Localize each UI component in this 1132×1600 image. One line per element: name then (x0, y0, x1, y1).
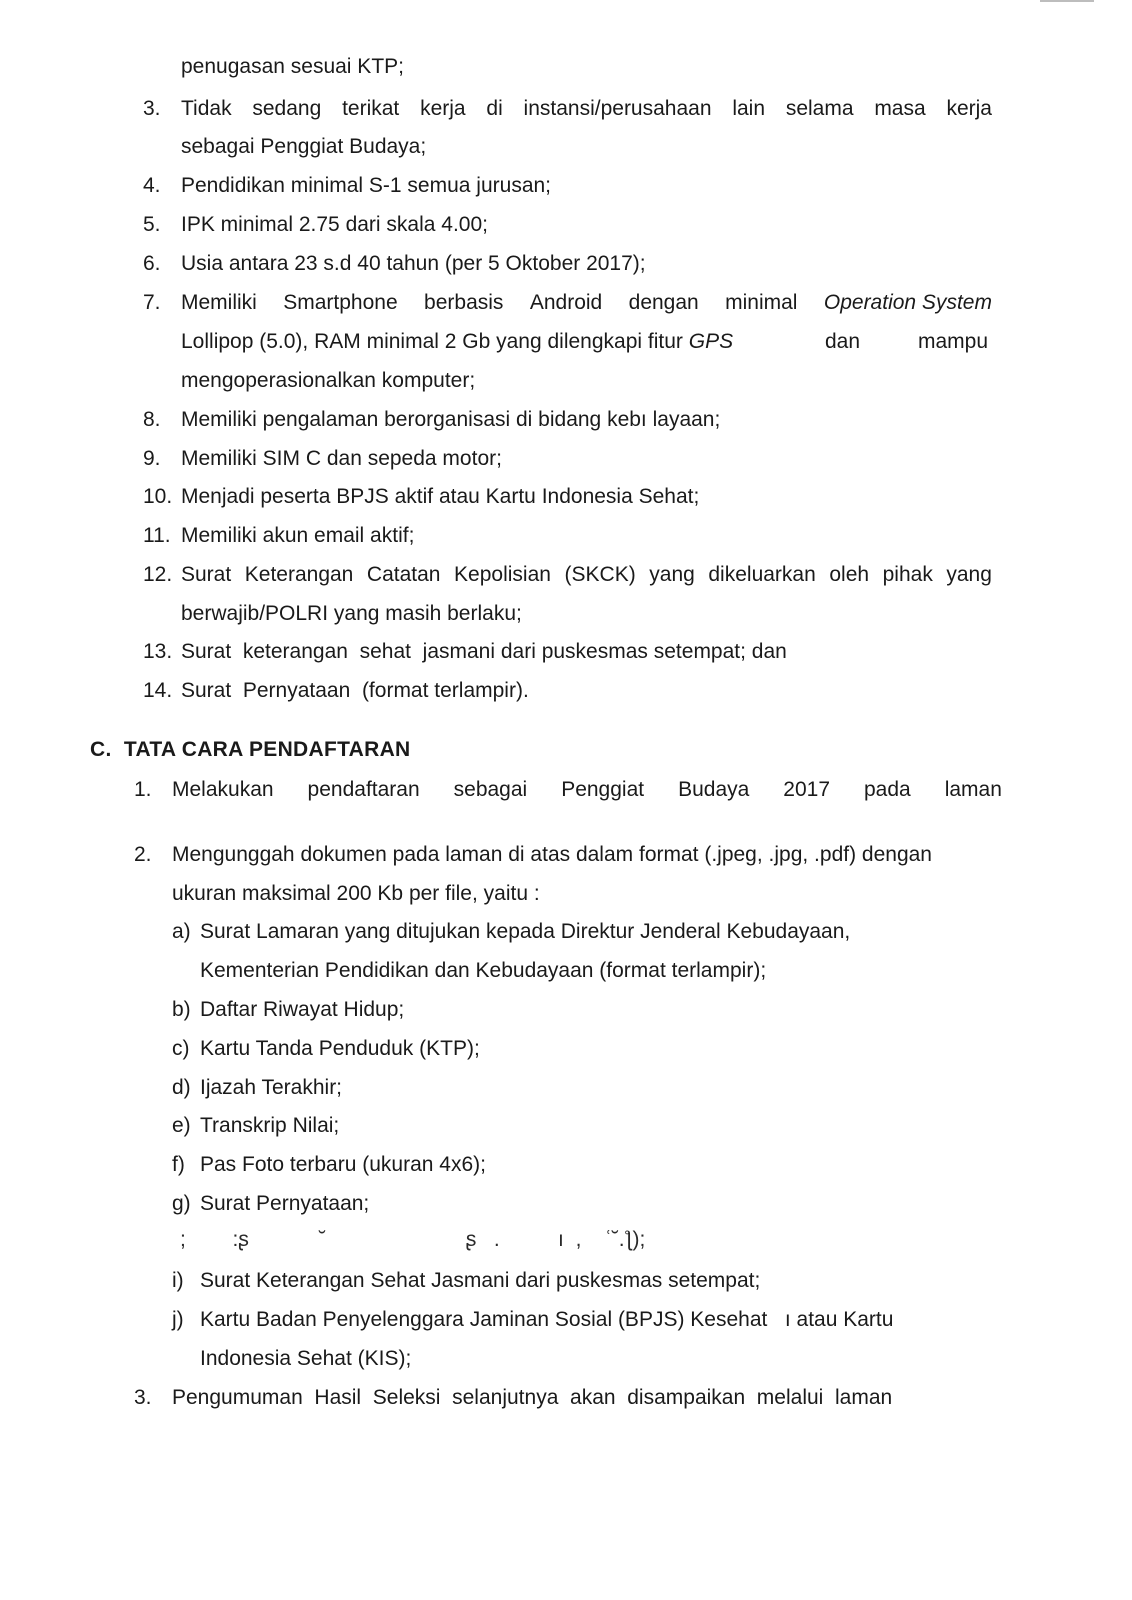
item-number: 10. (143, 485, 173, 508)
text-segment: mampu (918, 330, 989, 353)
word: Catatan (366, 563, 441, 586)
word: yang (649, 563, 695, 586)
text-segment: dan (825, 330, 861, 353)
list-item-line (181, 322, 733, 361)
list-item-text: Surat keterangan sehat jasmani dari puskesmas setempat; dan (181, 640, 787, 663)
subitem-label: j) (172, 1308, 184, 1331)
word: (SKCK) (564, 563, 636, 586)
word: instansi/perusahaan (523, 97, 712, 120)
list-item-text: IPK minimal 2.75 dari skala 4.00; (181, 213, 488, 236)
word: dengan (628, 291, 699, 314)
list-item-text: Usia antara 23 s.d 40 tahun (per 5 Oktober 2017); (181, 252, 646, 275)
subitem-label: e) (172, 1114, 191, 1137)
list-item-text: Pengumuman Hasil Seleksi selanjutnya akan disampaikan melalui laman (172, 1386, 893, 1409)
item-number: 4. (143, 174, 161, 197)
subitem-label: g) (172, 1192, 191, 1215)
item-number: 12. (143, 563, 173, 586)
section-heading: C. TATA CARA PENDAFTARAN (90, 738, 411, 761)
word: pihak (882, 563, 933, 586)
word: minimal (725, 291, 798, 314)
item-number: 3. (143, 97, 161, 120)
word: laman (944, 778, 1002, 801)
list-item-line: mengoperasionalkan komputer; (181, 369, 476, 392)
item-number: 3. (134, 1386, 152, 1409)
item-number: 8. (143, 408, 161, 431)
word: berbasis (424, 291, 504, 314)
subitem-text: Indonesia Sehat (KIS); (200, 1347, 412, 1370)
subitem-label: a) (172, 920, 191, 943)
continuation-text: penugasan sesuai KTP; (181, 55, 404, 78)
illegible-subitem-text: ; :ʂ ˘ ʂ . ı , ʿ˘.ƪ); (180, 1228, 646, 1251)
item-number: 1. (134, 778, 152, 801)
italic-term: GPS (688, 330, 734, 353)
list-item-text: Memiliki pengalaman berorganisasi di bidang kebı layaan; (181, 408, 721, 431)
word: Melakukan (172, 778, 274, 801)
subitem-text: Surat Keterangan Sehat Jasmani dari puskesmas setempat; (200, 1269, 761, 1292)
item-number: 13. (143, 640, 173, 663)
word: pendaftaran (307, 778, 420, 801)
word: 2017 (783, 778, 831, 801)
word: Penggiat (561, 778, 645, 801)
subitem-label: f) (172, 1153, 185, 1176)
item-number: 14. (143, 679, 173, 702)
list-item-text: Surat Pernyataan (format terlampir). (181, 679, 529, 702)
text-segment: Lollipop (5.0), RAM minimal 2 Gb yang dilengkapi fitur (181, 330, 683, 353)
scan-edge-mark (1040, 0, 1094, 2)
word: Tidak (181, 97, 232, 120)
word: lain (732, 97, 766, 120)
italic-term: Operation System (823, 291, 992, 314)
item-number: 6. (143, 252, 161, 275)
subitem-label: b) (172, 998, 191, 1021)
word: Budaya (678, 778, 750, 801)
subitem-label: d) (172, 1076, 191, 1099)
subitem-text: Kartu Tanda Penduduk (KTP); (200, 1037, 480, 1060)
word: Keterangan (244, 563, 354, 586)
subitem-text: Pas Foto terbaru (ukuran 4x6); (200, 1153, 486, 1176)
word: kerja (420, 97, 466, 120)
subitem-text: Kementerian Pendidikan dan Kebudayaan (format terlampir); (200, 959, 767, 982)
subitem-text: Surat Lamaran yang ditujukan kepada Direktur Jenderal Kebudayaan, (200, 920, 851, 943)
word: sedang (252, 97, 322, 120)
word: dikeluarkan (708, 563, 816, 586)
list-item-text: Memiliki akun email aktif; (181, 524, 415, 547)
word: terikat (342, 97, 400, 120)
word: masa (874, 97, 926, 120)
list-item-line: ukuran maksimal 200 Kb per file, yaitu : (172, 882, 540, 905)
word: di (486, 97, 503, 120)
list-item-text: Pendidikan minimal S-1 semua jurusan; (181, 174, 552, 197)
list-item-line (181, 555, 992, 594)
list-item-line: sebagai Penggiat Budaya; (181, 135, 427, 158)
subitem-text: Ijazah Terakhir; (200, 1076, 343, 1099)
subitem-text: Transkrip Nilai; (200, 1114, 340, 1137)
list-item-line: berwajib/POLRI yang masih berlaku; (181, 602, 522, 625)
word: kerja (946, 97, 992, 120)
word: Surat (181, 563, 232, 586)
word: Android (529, 291, 603, 314)
list-item-line (172, 770, 1002, 809)
word: Smartphone (283, 291, 398, 314)
word: sebagai (453, 778, 528, 801)
list-item-line (181, 283, 992, 322)
word: Memiliki (181, 291, 257, 314)
list-item-line: Mengunggah dokumen pada laman di atas dalam format (.jpeg, .jpg, .pdf) dengan (172, 843, 932, 866)
word: Kepolisian (454, 563, 551, 586)
subitem-text: Daftar Riwayat Hidup; (200, 998, 405, 1021)
subitem-text: Surat Pernyataan; (200, 1192, 370, 1215)
item-number: 9. (143, 447, 161, 470)
subitem-text: Kartu Badan Penyelenggara Jaminan Sosial (BPJS) Kesehat ı atau Kartu (200, 1308, 894, 1331)
word: pada (864, 778, 911, 801)
list-item-text: Memiliki SIM C dan sepeda motor; (181, 447, 502, 470)
item-number: 5. (143, 213, 161, 236)
list-item-text: Menjadi peserta BPJS aktif atau Kartu Indonesia Sehat; (181, 485, 700, 508)
word: yang (946, 563, 992, 586)
word: selama (785, 97, 854, 120)
item-number: 11. (143, 524, 171, 547)
item-number: 2. (134, 843, 152, 866)
word: oleh (829, 563, 870, 586)
subitem-label: i) (172, 1269, 184, 1292)
subitem-label: c) (172, 1037, 190, 1060)
item-number: 7. (143, 291, 161, 314)
list-item-line (181, 89, 992, 128)
